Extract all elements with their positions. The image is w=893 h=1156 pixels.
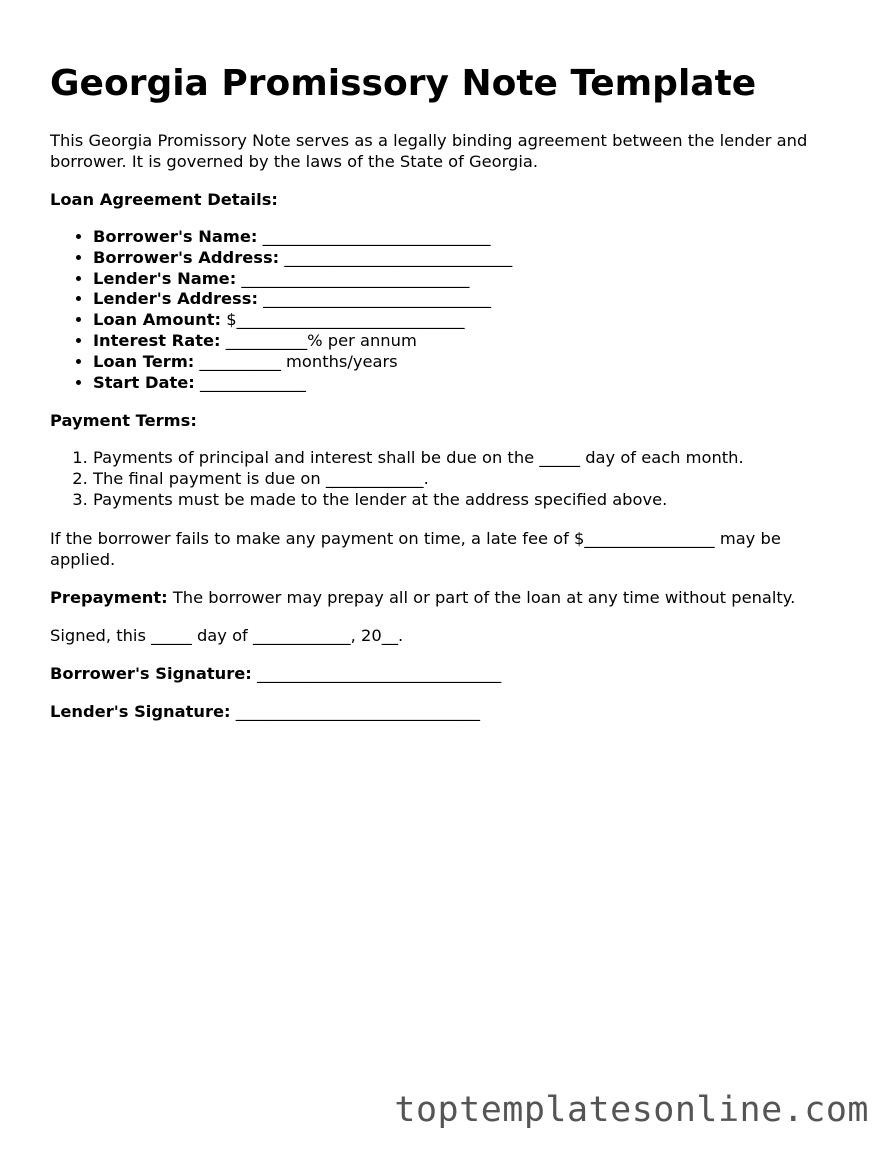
- late-fee-paragraph: If the borrower fails to make any payment on time, a late fee of $________________ may be applied.: [50, 528, 781, 569]
- field-label: Start Date:: [93, 372, 195, 392]
- list-item: [93, 352, 850, 373]
- field-label: Lender's Name:: [93, 268, 237, 288]
- lender-signature-blank: ______________________________: [230, 701, 480, 721]
- prepayment-text: The borrower may prepay all or part of the loan at any time without penalty.: [167, 587, 796, 607]
- field-label: Borrower's Name:: [93, 227, 258, 246]
- lender-signature-label: Lender's Signature:: [50, 701, 231, 721]
- field-label: Interest Rate:: [93, 330, 221, 350]
- list-item: [93, 331, 850, 352]
- list-item: 2. The final payment is due on ____________.: [93, 469, 850, 490]
- field-blank: __________ months/years: [194, 351, 398, 371]
- field-blank: ____________________________: [236, 268, 470, 288]
- document-page: [50, 62, 850, 722]
- list-item: 1. Payments of principal and interest shall be due on the _____ day of each month.: [93, 448, 850, 469]
- prepayment-paragraph: [50, 587, 850, 608]
- lender-signature-line: [50, 701, 850, 722]
- list-item: [93, 373, 850, 394]
- list-item: 3. Payments must be made to the lender at the address specified above.: [93, 490, 850, 511]
- intro-paragraph: This Georgia Promissory Note serves as a legally binding agreement between the lender and borrower. It is governed by the laws of the State of Georgia.: [50, 131, 808, 171]
- borrower-signature-line: [50, 663, 850, 684]
- field-label: Lender's Address:: [93, 289, 258, 309]
- field-blank: ____________________________: [279, 247, 513, 267]
- field-blank: ____________________________: [257, 227, 491, 246]
- document-title: Georgia Promissory Note Template: [50, 63, 757, 104]
- list-item: [93, 269, 850, 290]
- field-blank: _____________: [194, 372, 306, 392]
- field-blank: $____________________________: [221, 310, 465, 330]
- borrower-signature-blank: ______________________________: [251, 663, 502, 683]
- signed-date-line: Signed, this _____ day of ____________, 20__.: [50, 625, 404, 645]
- field-blank: ____________________________: [257, 289, 492, 309]
- loan-details-list: [50, 227, 850, 393]
- payment-terms-list: [50, 448, 850, 510]
- field-label: Loan Term:: [93, 351, 195, 371]
- list-item: [93, 227, 850, 248]
- field-label: Borrower's Address:: [93, 247, 280, 267]
- field-label: Loan Amount:: [93, 310, 222, 330]
- prepayment-label: Prepayment:: [50, 587, 168, 607]
- list-item: [93, 289, 850, 310]
- list-item: [93, 310, 850, 331]
- field-blank: __________% per annum: [220, 330, 417, 350]
- loan-details-heading: Loan Agreement Details:: [50, 190, 278, 209]
- site-watermark: toptemplatesonline.com: [394, 1090, 869, 1130]
- borrower-signature-label: Borrower's Signature:: [50, 663, 252, 683]
- payment-terms-heading: Payment Terms:: [50, 411, 197, 431]
- list-item: [93, 248, 850, 269]
